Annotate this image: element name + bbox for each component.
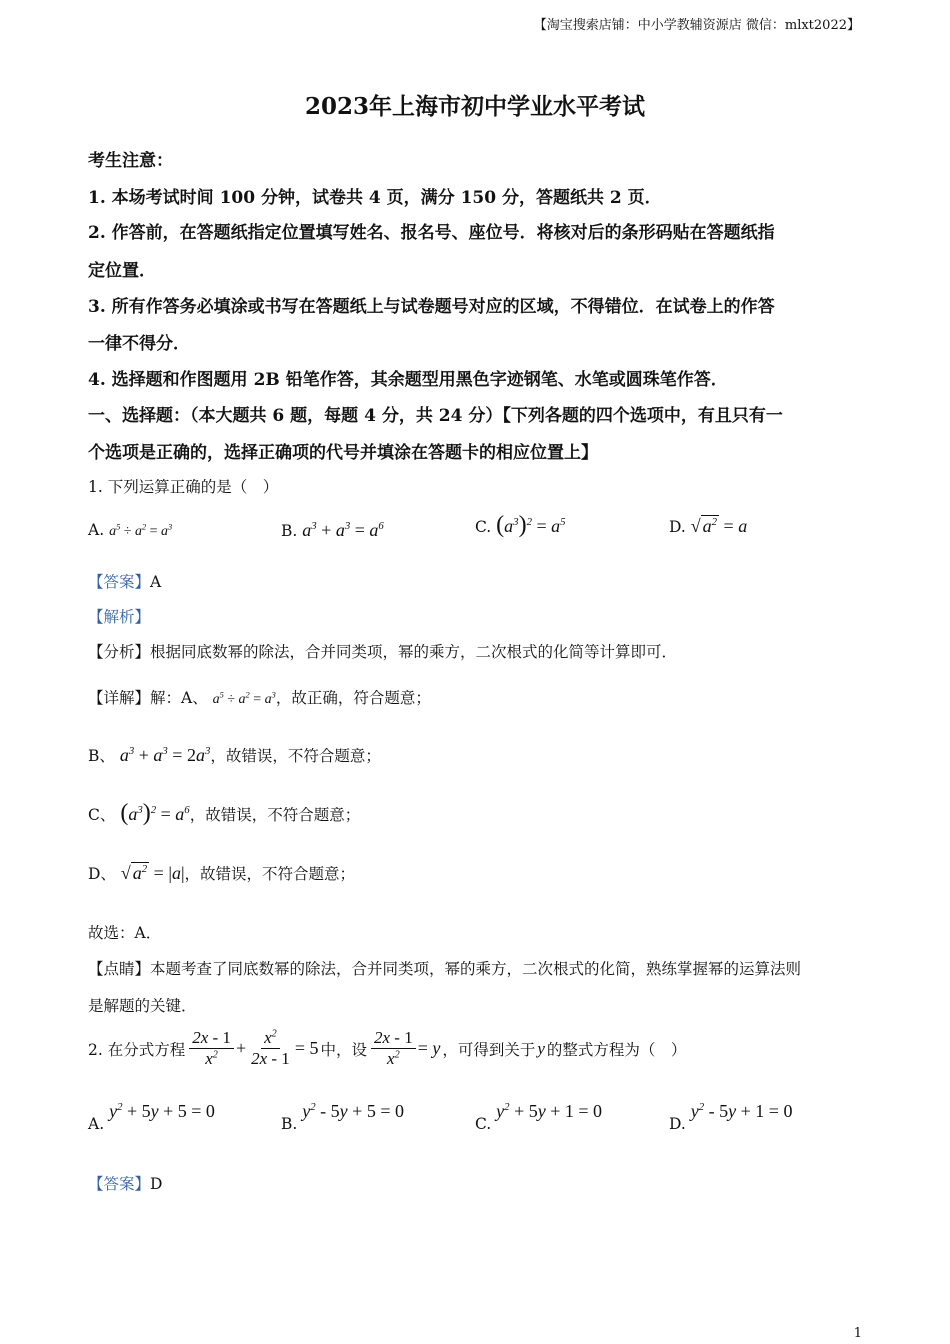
section-heading-line1: 一、选择题：（本大题共 6 题，每题 4 分，共 24 分）【下列各题的四个选项中，有且只有一 bbox=[88, 406, 783, 426]
q2-option-d: D. $y^2 - 5y + 1 = 0$ bbox=[669, 1101, 793, 1133]
q2-option-a: A. $y^2 + 5y + 5 = 0$ bbox=[88, 1101, 215, 1133]
q2-stem-var: y bbox=[537, 1038, 545, 1058]
q1-detail-b-head: B、 bbox=[88, 747, 115, 765]
notice-item-2-cont: 定位置． bbox=[88, 261, 156, 281]
q2-option-a-label: A. bbox=[88, 1115, 105, 1133]
q1-option-a-label: A. bbox=[88, 521, 105, 539]
notice-item-4: 4. 选择题和作图题用 2B 铅笔作答，其余题型用黑色字迹钢笔、水笔或圆珠笔作答． bbox=[88, 370, 728, 390]
q1-detail-b: B、 $a^3 + a^3 = 2a^3$，故错误，不符合题意； bbox=[88, 745, 381, 765]
notice-item-1: 1. 本场考试时间 100 分钟，试卷共 4 页，满分 150 分，答题纸共 2 页． bbox=[88, 188, 662, 208]
notice-item-2: 2. 作答前，在答题纸指定位置填写姓名、报名号、座位号．将核对后的条形码贴在答题纸指 bbox=[88, 223, 775, 243]
page-title: 2023年上海市初中学业水平考试 bbox=[304, 93, 645, 120]
q2-answer-value: D bbox=[150, 1175, 163, 1193]
q1-option-c: C. $(a^3)^2 = a^5$ bbox=[475, 512, 566, 538]
q1-option-d: D. √ $a^2 = a$ bbox=[669, 516, 748, 536]
q1-detail-d-head: D、 bbox=[88, 865, 116, 883]
q1-detail-d: D、 √ $a^2 = |a|$，故错误，不符合题意； bbox=[88, 863, 356, 883]
q2-answer bbox=[88, 1172, 162, 1194]
q1-option-b: B. $a^3 + a^3 = a^6$ bbox=[281, 520, 384, 540]
notice-item-3: 3. 所有作答务必填涂或书写在答题纸上与试卷题号对应的区域，不得错位．在试卷上的作答 bbox=[88, 297, 775, 317]
q1-option-d-label: D. bbox=[669, 518, 686, 536]
q2-stem-tail: ，可得到关于 bbox=[442, 1040, 536, 1059]
q1-detail-b-tail: ，故错误，不符合题意； bbox=[210, 747, 381, 765]
page-header: 【淘宝搜索店铺：中小学教辅资源店 微信：mlxt2022】 bbox=[533, 18, 860, 33]
q1-detail-tag: 【详解】 bbox=[88, 689, 151, 707]
q1-fenxi-text: 根据同底数幂的除法，合并同类项，幂的乘方，二次根式的化简等计算即可． bbox=[150, 643, 678, 661]
q1-detail-c: C、 $(a^3)^2 = a^6$，故错误，不符合题意； bbox=[88, 800, 361, 826]
q2-answer-tag: 【答案】 bbox=[88, 1175, 151, 1193]
q2-stem-end: 的整式方程为（ ） bbox=[546, 1040, 687, 1059]
q2-option-b: B. $y^2 - 5y + 5 = 0$ bbox=[281, 1101, 404, 1133]
section-heading-line2: 个选项是正确的，选择正确项的代号并填涂在答题卡的相应位置上】 bbox=[88, 443, 598, 463]
q2-stem: 2. 在分式方程 $\frac{2x - 1}{x^2}$ + $\frac{x^2}{2x - 1}$ = 5 中，设 $\frac{2x - 1}{x^2}$ = y ，可得到关于 y 的整式方程为（ ） bbox=[88, 1028, 687, 1069]
q1-detail-c-head: C、 bbox=[88, 806, 116, 824]
q1-detail-a: 【详解】解：A、 $a^5 \div a^2 = a^3$，故正确，符合题意； bbox=[88, 689, 431, 707]
q2-option-c-label: C. bbox=[475, 1115, 492, 1133]
q1-choose: 故选：A． bbox=[88, 924, 162, 942]
q1-detail-d-tail: ，故错误，不符合题意； bbox=[184, 865, 356, 883]
q1-fenxi bbox=[88, 640, 677, 662]
q2-stem-head: 2. 在分式方程 bbox=[88, 1040, 186, 1059]
q1-answer bbox=[88, 570, 161, 592]
q1-dianjing-text: 本题考查了同底数幂的除法，合并同类项，幂的乘方，二次根式的化简，熟练掌握幂的运算法则 bbox=[150, 960, 802, 978]
q2-option-d-label: D. bbox=[669, 1115, 686, 1133]
q2-option-c: C. $y^2 + 5y + 1 = 0$ bbox=[475, 1101, 603, 1133]
q1-detail-intro: 解：A、 bbox=[150, 689, 208, 707]
q1-dianjing-cont: 是解题的关键． bbox=[88, 997, 197, 1015]
q1-detail-a-tail: ，故正确，符合题意； bbox=[275, 689, 431, 707]
q1-detail-c-tail: ，故错误，不符合题意； bbox=[189, 806, 361, 824]
q1-option-a: A. $a^5 \div a^2 = a^3$ bbox=[88, 521, 173, 539]
q1-option-b-label: B. bbox=[281, 522, 298, 540]
q1-analysis-tag: 【解析】 bbox=[88, 608, 151, 626]
q2-option-b-label: B. bbox=[281, 1115, 298, 1133]
q2-stem-mid: 中，设 bbox=[320, 1040, 367, 1059]
page-number: 1 bbox=[853, 1326, 862, 1341]
q1-option-c-label: C. bbox=[475, 518, 492, 536]
q1-answer-value: A bbox=[150, 573, 162, 591]
q1-fenxi-tag: 【分析】 bbox=[88, 643, 151, 661]
notice-item-3-cont: 一律不得分． bbox=[88, 334, 190, 354]
notice-heading: 考生注意： bbox=[88, 151, 173, 171]
q1-answer-tag: 【答案】 bbox=[88, 573, 151, 591]
q1-dianjing-tag: 【点睛】 bbox=[88, 960, 151, 978]
q1-dianjing bbox=[88, 957, 801, 979]
q1-stem: 1. 下列运算正确的是（ ） bbox=[88, 478, 279, 496]
